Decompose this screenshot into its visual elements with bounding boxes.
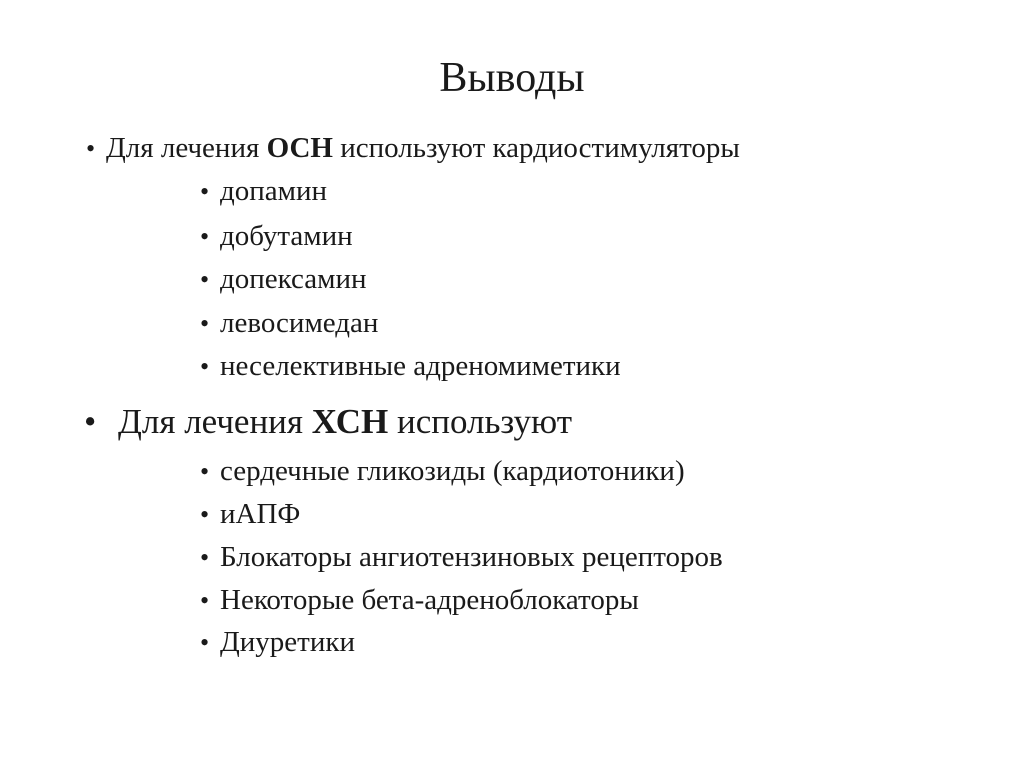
list-item-text: левосимедан: [220, 307, 379, 339]
section-hsn-suffix: используют: [388, 402, 573, 441]
list-item-text: Диуретики: [220, 626, 355, 658]
list-item-text: Некоторые бета-адреноблокаторы: [220, 584, 639, 616]
bullet-icon: •: [200, 352, 210, 381]
list-item-text: неселективные адреномиметики: [220, 350, 621, 382]
bullet-icon: •: [200, 457, 210, 486]
list-item-text: добутамин: [220, 220, 353, 252]
list-item-text: сердечные гликозиды (кардиотоники): [220, 455, 685, 487]
bullet-icon: •: [86, 134, 96, 163]
list-item: [200, 219, 353, 254]
list-item: [200, 625, 355, 660]
section-osn-term: ОСН: [266, 132, 333, 164]
list-item: [200, 497, 300, 532]
section-osn-prefix: Для лечения: [106, 132, 267, 164]
list-item: [200, 454, 685, 489]
bullet-icon: •: [84, 402, 97, 441]
list-item: [200, 306, 378, 341]
bullet-icon: •: [200, 177, 210, 206]
section-hsn-heading: [84, 401, 572, 443]
list-item: [200, 262, 367, 297]
list-item-text: Блокаторы ангиотензиновых рецепторов: [220, 541, 723, 573]
slide-title: Выводы: [439, 55, 585, 101]
list-item-text: иАПФ: [220, 498, 301, 530]
bullet-icon: •: [200, 543, 210, 572]
list-item-text: допамин: [220, 175, 328, 207]
bullet-icon: •: [200, 628, 210, 657]
section-osn-suffix: используют кардиостимуляторы: [332, 132, 740, 164]
section-osn-heading: [86, 131, 740, 166]
list-item: [200, 540, 723, 575]
bullet-icon: •: [200, 586, 210, 615]
section-hsn-prefix: Для лечения: [118, 402, 312, 441]
list-item: [200, 174, 327, 209]
section-hsn-term: ХСН: [311, 402, 389, 441]
list-item: [200, 349, 621, 384]
list-item-text: допексамин: [220, 263, 367, 295]
bullet-icon: •: [200, 265, 210, 294]
bullet-icon: •: [200, 309, 210, 338]
list-item: [200, 583, 639, 618]
bullet-icon: •: [200, 222, 210, 251]
bullet-icon: •: [200, 500, 210, 529]
